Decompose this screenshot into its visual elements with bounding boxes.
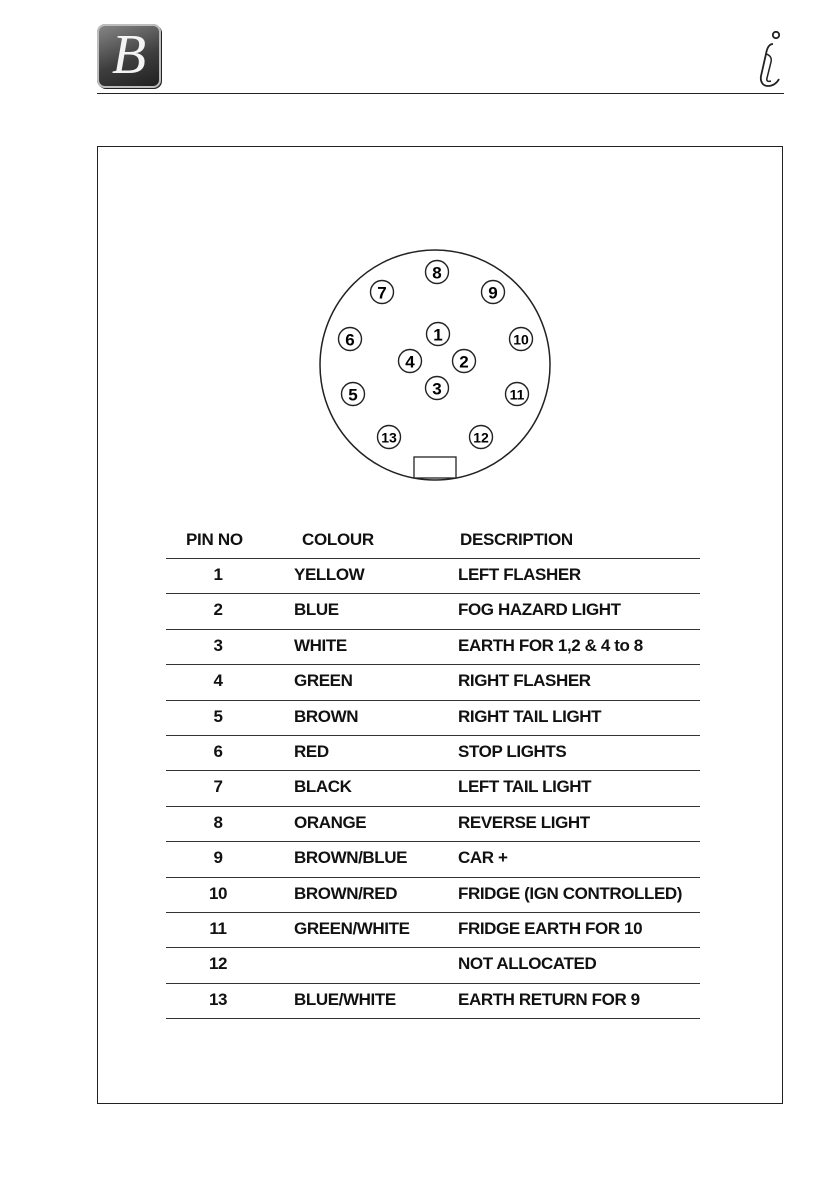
cell-pin-no: 4 xyxy=(213,671,223,691)
svg-text:9: 9 xyxy=(488,283,498,303)
cell-description: LEFT FLASHER xyxy=(458,565,581,584)
svg-text:8: 8 xyxy=(432,263,442,283)
svg-text:2: 2 xyxy=(459,352,469,372)
pin-5 xyxy=(342,383,365,406)
info-icon xyxy=(752,28,788,90)
svg-text:10: 10 xyxy=(513,331,529,348)
cell-description: FOG HAZARD LIGHT xyxy=(458,600,621,620)
cell-description: RIGHT TAIL LIGHT xyxy=(458,706,602,726)
svg-text:3: 3 xyxy=(432,379,442,399)
cell-description: FRIDGE EARTH FOR 10 xyxy=(458,918,643,938)
table-row xyxy=(166,947,706,982)
cell-description: CAR + xyxy=(458,848,508,868)
table-row xyxy=(166,700,706,735)
table-row xyxy=(166,983,706,1018)
cell-pin-no: 9 xyxy=(213,848,223,868)
cell-pin-no: 6 xyxy=(213,741,223,761)
svg-text:1: 1 xyxy=(433,325,443,345)
svg-text:6: 6 xyxy=(345,330,355,350)
cell-colour: YELLOW xyxy=(294,565,365,584)
header-description: DESCRIPTION xyxy=(460,530,573,549)
cell-pin-no: 13 xyxy=(208,989,228,1009)
cell-pin-no: 12 xyxy=(208,954,228,974)
table-row xyxy=(166,841,706,876)
table-row xyxy=(166,558,706,593)
cell-description: RIGHT FLASHER xyxy=(458,671,591,691)
brand-logo xyxy=(97,24,161,88)
cell-colour: WHITE xyxy=(294,635,347,655)
table-body xyxy=(166,558,706,1018)
cell-colour: RED xyxy=(294,741,329,761)
table-bottom-rule xyxy=(166,1018,700,1019)
cell-pin-no: 10 xyxy=(208,883,228,903)
cell-colour: ORANGE xyxy=(294,812,367,832)
cell-description: FRIDGE (IGN CONTROLLED) xyxy=(458,883,683,903)
cell-description: STOP LIGHTS xyxy=(458,741,567,761)
connector-diagram xyxy=(310,245,560,485)
cell-colour: GREEN/WHITE xyxy=(294,918,410,938)
cell-colour: BROWN xyxy=(294,706,359,726)
socket-key-notch xyxy=(414,457,456,478)
cell-description: NOT ALLOCATED xyxy=(458,954,597,974)
header-divider xyxy=(97,93,784,94)
cell-description: LEFT TAIL LIGHT xyxy=(458,777,592,797)
socket-outline xyxy=(320,250,550,480)
cell-colour: BLACK xyxy=(294,777,352,797)
pin-11 xyxy=(506,383,529,406)
cell-colour: BROWN/RED xyxy=(294,883,398,903)
cell-colour: BLUE/WHITE xyxy=(294,989,396,1009)
table-row xyxy=(166,877,706,912)
pin-8 xyxy=(426,261,449,284)
cell-description: REVERSE LIGHT xyxy=(458,812,590,832)
table-row xyxy=(166,912,706,947)
table-row xyxy=(166,735,706,770)
table-row xyxy=(166,593,706,628)
cell-description: EARTH FOR 1,2 & 4 to 8 xyxy=(458,635,643,655)
cell-pin-no: 3 xyxy=(213,635,223,655)
table-header xyxy=(166,524,706,558)
table-row xyxy=(166,664,706,699)
cell-colour: BLUE xyxy=(294,600,339,620)
pin-10 xyxy=(510,328,533,351)
pin-7 xyxy=(371,281,394,304)
pin-6 xyxy=(339,328,362,351)
table-row xyxy=(166,806,706,841)
pin-3 xyxy=(426,377,449,400)
svg-text:11: 11 xyxy=(509,386,525,403)
cell-colour: GREEN xyxy=(294,671,353,691)
pin-table xyxy=(166,524,706,1019)
pin-2 xyxy=(453,350,476,373)
pin-4 xyxy=(399,350,422,373)
cell-pin-no: 7 xyxy=(213,777,223,797)
pin-1 xyxy=(427,323,450,346)
pin-12 xyxy=(470,426,493,449)
logo-letter: B xyxy=(111,24,147,86)
pin-9 xyxy=(482,281,505,304)
svg-text:7: 7 xyxy=(377,283,387,303)
cell-description: EARTH RETURN FOR 9 xyxy=(458,989,640,1009)
cell-colour: BROWN/BLUE xyxy=(294,848,408,868)
table-row xyxy=(166,629,706,664)
cell-pin-no: 1 xyxy=(213,565,223,584)
svg-text:5: 5 xyxy=(348,385,358,405)
pin-13 xyxy=(378,426,401,449)
cell-pin-no: 11 xyxy=(209,918,227,938)
cell-pin-no: 5 xyxy=(213,706,223,726)
cell-pin-no: 2 xyxy=(213,600,223,620)
svg-text:4: 4 xyxy=(405,352,415,372)
svg-text:12: 12 xyxy=(473,429,489,446)
header-colour: COLOUR xyxy=(302,530,374,549)
header-pin-no: PIN NO xyxy=(186,530,243,549)
cell-pin-no: 8 xyxy=(213,812,223,832)
svg-text:13: 13 xyxy=(381,429,397,446)
table-row xyxy=(166,770,706,805)
